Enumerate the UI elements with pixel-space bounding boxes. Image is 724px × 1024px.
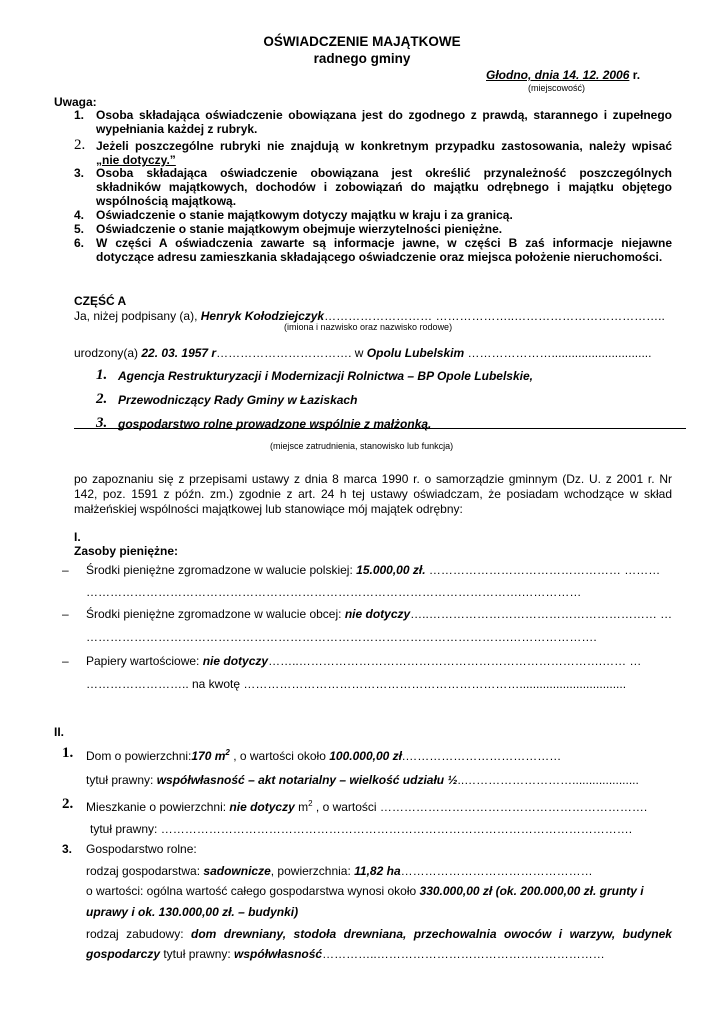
intro-line-3: małżeńskiej wspólności majątkowej lub stanowiące mój majątek odrębny: xyxy=(74,502,463,516)
notes-heading: Uwaga: xyxy=(54,95,97,109)
farm-type: sadownicze xyxy=(203,864,271,878)
securities-dots: ……..………………………………………………………………….…… … xyxy=(268,654,642,668)
part-a-heading: CZĘŚĆ A xyxy=(74,294,127,308)
pln-value: 15.000,00 zł. xyxy=(356,563,426,577)
note-2-text: Jeżeli poszczególne rubryki nie znajdują w konkretnym przypadku zastosowania, należy wpisać xyxy=(96,139,672,153)
house-dots: .………………………………… xyxy=(401,749,562,763)
farm-build: dom drewniany, stodoła drewniana, przechowalnia owoców i warzyw, budynek xyxy=(191,927,672,941)
note-6-text2: dotyczące adresu zamieszkania składającego oświadczenie oraz miejsca położenie nieruchomości. xyxy=(96,250,663,264)
note-3-num: 3. xyxy=(74,166,85,180)
dash-2: – xyxy=(62,607,69,621)
securities-line xyxy=(86,654,641,668)
house-title-dots: ..……………………….................... xyxy=(457,773,639,787)
flat-mid: , o wartości xyxy=(312,800,380,814)
farm-build2: gospodarczy xyxy=(86,947,161,961)
note-5-text: Oświadczenie o stanie majątkowym obejmuje wierzytelności pieniężne. xyxy=(96,222,503,236)
fx-dots: …..………………………………………………… … xyxy=(410,607,673,621)
house-mid: , o wartości około xyxy=(229,749,330,763)
intro-line-1: po zapoznaniu się z przepisami ustawy z dnia 8 marca 1990 r. o samorządzie gminnym (Dz. U. z 2001 r. Nr xyxy=(74,472,672,486)
farm-title: współwłasność xyxy=(234,947,323,961)
pln-dots: ………………………………………… ……… xyxy=(425,563,661,577)
intro-line-2: 142, poz. 1591 z późn. zm.) zgodnie z art. 24 h tej ustawy oświadczam, że posiadam wchodzące w skład xyxy=(74,487,672,501)
securities-dots2: …………………….. na kwotę ……………………………………………………………................................ xyxy=(86,677,627,691)
born-line xyxy=(74,346,651,360)
flat-title-line xyxy=(90,822,632,836)
house-title-label: tytuł prawny: xyxy=(86,773,157,787)
place-date-suffix: r. xyxy=(629,68,641,82)
employment-1-num: 1. xyxy=(96,367,108,383)
born-date: 22. 03. 1957 r xyxy=(141,346,217,360)
note-4-num: 4. xyxy=(74,208,85,222)
born-dots2: ………………….............................. xyxy=(464,346,652,360)
farm-label: Gospodarstwo rolne: xyxy=(86,842,197,856)
farm-type-line xyxy=(86,864,593,878)
note-1-text: Osoba składająca oświadczenie obowiązana jest do zgodnego z prawdą, starannego i zupełnego xyxy=(96,108,672,122)
farm-area-label: , powierzchnia: xyxy=(270,864,355,878)
flat-title-label: tytuł prawny: xyxy=(90,822,161,836)
pln-dots2: ……………………………………………………………………………………………….…………… xyxy=(86,585,582,599)
note-3-text3: wspólnością majątkową. xyxy=(96,194,237,208)
section-i-heading: Zasoby pieniężne: xyxy=(74,544,179,558)
pln-line xyxy=(86,563,660,577)
name-caption: (imiona i nazwisko oraz nazwisko rodowe) xyxy=(284,322,453,332)
note-1-num: 1. xyxy=(74,108,85,122)
section-ii-roman: II. xyxy=(54,725,65,739)
employment-2-text: Przewodniczący Rady Gminy w Łaziskach xyxy=(118,393,358,407)
farm-value: 330.000,00 zł (ok. 200.000,00 zł. grunty i xyxy=(419,884,644,898)
flat-dots: …………………………………………………………. xyxy=(379,800,648,814)
employment-1-text: Agencja Restrukturyzacji i Modernizacji Rolnictwa – BP Opole Lubelskie, xyxy=(118,369,533,383)
flat-unit: m xyxy=(294,800,309,814)
farm-type-label: rodzaj gospodarstwa: xyxy=(86,864,204,878)
signed-prefix: Ja, niżej podpisany (a), xyxy=(74,309,201,323)
flat-label: Mieszkanie o powierzchni: xyxy=(86,800,230,814)
fx-value: nie dotyczy xyxy=(344,607,411,621)
farm-area: 11,82 ha xyxy=(354,864,401,878)
note-6-text: W części A oświadczenia zawarte są informacje jawne, w części B zaś informacje niejawne xyxy=(96,236,672,250)
declarant-name: Henryk Kołodziejczyk xyxy=(200,309,325,323)
born-place: Opolu Lubelskim xyxy=(366,346,465,360)
pln-label: Środki pieniężne zgromadzone w walucie polskiej: xyxy=(86,563,357,577)
house-title-line xyxy=(86,773,639,787)
securities-label: Papiery wartościowe: xyxy=(86,654,203,668)
place-caption: (miejscowość) xyxy=(528,83,586,93)
note-4-text: Oświadczenie o stanie majątkowym dotyczy majątku w kraju i za granicą. xyxy=(96,208,513,222)
employment-underline xyxy=(74,428,686,429)
place-date xyxy=(486,68,640,82)
farm-build-label: rodzaj zabudowy: xyxy=(86,927,191,941)
house-num: 1. xyxy=(62,745,74,761)
name-dots: ……………………… ………………..……………………………….. xyxy=(324,309,665,323)
born-dots: ……………………………. w xyxy=(216,346,367,360)
farm-build-line xyxy=(86,927,672,941)
note-2-num: 2. xyxy=(74,137,86,153)
flat-title-dots: ………………………………………………………………………………………………………. xyxy=(160,822,633,836)
flat-unit-sup: 2 xyxy=(308,799,313,808)
house-line xyxy=(86,748,561,763)
farm-value-label: o wartości: ogólna wartość całego gospodarstwa wynosi około xyxy=(86,884,420,898)
farm-title-line xyxy=(86,947,605,961)
farm-value-line xyxy=(86,884,644,898)
born-prefix: urodzony(a) xyxy=(74,346,142,360)
flat-num: 2. xyxy=(62,796,74,812)
house-area-sup: 2 xyxy=(225,748,230,757)
fx-dots2: …………………………………………………………………………………………….…………………. xyxy=(86,630,597,644)
document-subtitle: radnego gminy xyxy=(313,51,411,66)
place-date-value: Głodno, dnia 14. 12. 2006 xyxy=(486,68,630,82)
document-title: OŚWIADCZENIE MAJĄTKOWE xyxy=(263,34,461,49)
fx-line xyxy=(86,607,672,621)
farm-title-label: tytuł prawny: xyxy=(160,947,235,961)
farm-value2: uprawy i ok. 130.000,00 zł. – budynki) xyxy=(86,905,299,919)
note-2-text2: „nie dotyczy.” xyxy=(96,153,176,167)
section-i-roman: I. xyxy=(74,530,81,544)
fx-label: Środki pieniężne zgromadzone w walucie obcej: xyxy=(86,607,345,621)
house-title: współwłasność – akt notarialny – wielkość udziału ½ xyxy=(156,773,458,787)
securities-value: nie dotyczy xyxy=(202,654,269,668)
dash-1: – xyxy=(62,563,69,577)
note-5-num: 5. xyxy=(74,222,85,236)
farm-area-dots: ………………………………………… xyxy=(400,864,593,878)
farm-title-dots: …………..………………………………………………… xyxy=(322,947,605,961)
employment-3-text: gospodarstwo rolne prowadzone wspólnie z małżonką. xyxy=(118,417,432,431)
flat-line xyxy=(86,799,647,814)
employment-2-num: 2. xyxy=(96,391,108,407)
employment-3-num: 3. xyxy=(96,415,108,431)
signed-line xyxy=(74,309,665,323)
house-label: Dom o powierzchni: xyxy=(86,749,192,763)
flat-value: nie dotyczy xyxy=(229,800,295,814)
farm-num: 3. xyxy=(62,842,73,856)
house-value: 100.000,00 zł xyxy=(329,749,402,763)
note-6-num: 6. xyxy=(74,236,85,250)
note-1-text2: wypełniania każdej z rubryk. xyxy=(96,122,258,136)
house-area: 170 m xyxy=(191,749,226,763)
note-3-text2: składników majątkowych, dochodów i zobowiązań do majątku odrębnego i majątku objętego xyxy=(96,180,672,194)
dash-3: – xyxy=(62,654,69,668)
note-3-text: Osoba składająca oświadczenie obowiązana jest określić przynależność poszczególnych xyxy=(96,166,672,180)
employment-caption: (miejsce zatrudnienia, stanowisko lub funkcja) xyxy=(270,441,454,451)
